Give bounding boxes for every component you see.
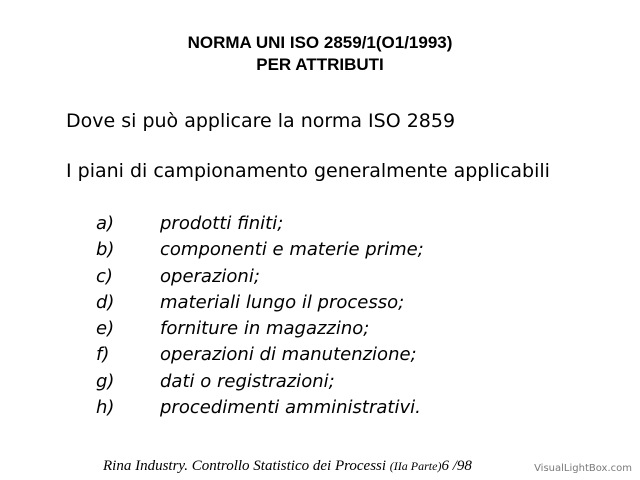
footer-part: (IIa Parte) <box>389 459 442 473</box>
list-item <box>96 290 424 316</box>
footer-text: Rina Industry. Controllo Statistico dei Processi <box>103 458 390 474</box>
list-item-text: componenti e materie prime; <box>160 239 424 261</box>
slide-title <box>0 32 640 76</box>
list-item-marker: e) <box>96 318 115 340</box>
list-item-text: operazioni di manutenzione; <box>160 344 417 366</box>
list-item-text: operazioni; <box>160 265 260 287</box>
list-item <box>96 395 424 421</box>
list-item <box>96 211 424 237</box>
list-item-marker: f) <box>96 344 110 366</box>
slide-footer <box>103 458 475 475</box>
body-paragraph-1: Dove si può applicare la norma ISO 2859 <box>66 110 456 132</box>
list-item-text: materiali lungo il processo; <box>160 291 405 313</box>
list-item <box>96 369 424 395</box>
list-item-text: forniture in magazzino; <box>160 318 370 340</box>
list-item <box>96 264 424 290</box>
list-item-text: prodotti finiti; <box>160 213 284 234</box>
title-line-2: PER ATTRIBUTI <box>256 55 384 74</box>
list-item-marker: a) <box>96 213 115 234</box>
body-paragraph-2: I piani di campionamento generalmente applicabili <box>66 160 550 182</box>
list-item-marker: h) <box>96 397 115 419</box>
list-item-text: procedimenti amministrativi. <box>160 397 421 419</box>
list-item-marker: b) <box>96 239 115 261</box>
list-item <box>96 342 424 368</box>
footer-page-number: 6 /98 <box>441 458 472 474</box>
list-item <box>96 316 424 342</box>
list-item-marker: d) <box>96 291 115 313</box>
list-item-marker: c) <box>96 265 113 287</box>
list-item-marker: g) <box>96 370 115 392</box>
title-line-1: NORMA UNI ISO 2859/1(O1/1993) <box>187 33 453 52</box>
list-item-text: dati o registrazioni; <box>160 370 335 392</box>
watermark: VisualLightBox.com <box>534 463 632 474</box>
list-item <box>96 237 424 263</box>
applicability-list <box>96 211 424 421</box>
